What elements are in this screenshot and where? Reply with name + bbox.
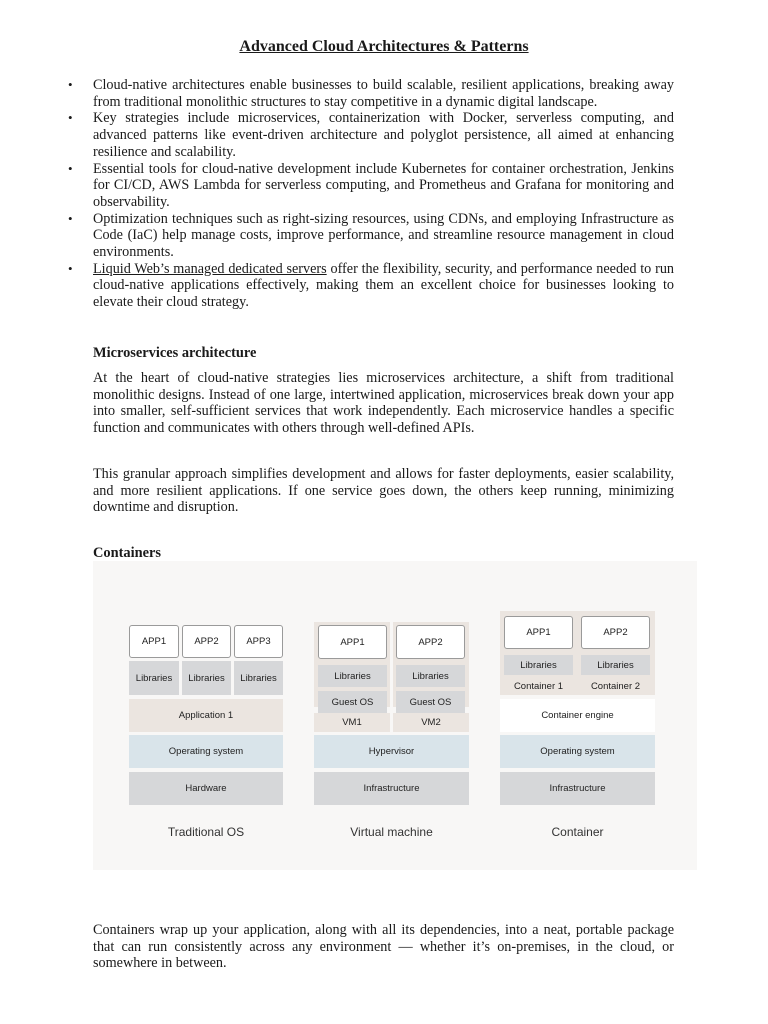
container-caption: Container — [551, 825, 604, 839]
container-infrastructure-box: Infrastructure — [500, 772, 655, 805]
page-title: Advanced Cloud Architectures & Patterns — [239, 38, 529, 55]
guest-os-box: Guest OS — [318, 691, 387, 713]
container-engine-box: Container engine — [500, 699, 655, 732]
container-app2-box: APP2 — [581, 616, 650, 649]
bullet-item: • Key strategies include microservices, containerization with Docker, serverless computing, and advanced patterns like event-driven architecture and polyglot persistence, all aimed at enhancing resilience and scalability. — [93, 110, 674, 160]
hardware-box: Hardware — [129, 772, 283, 805]
container-app1-box: APP1 — [504, 616, 573, 649]
traditional-libraries-box: Libraries — [234, 661, 283, 695]
vm2-label: VM2 — [393, 713, 469, 732]
container-libraries-box: Libraries — [504, 655, 573, 675]
application-layer-box: Application 1 — [129, 699, 283, 732]
traditional-os-box: Operating system — [129, 735, 283, 768]
traditional-app3-box: APP3 — [234, 625, 283, 658]
microservices-paragraph-2: This granular approach simplifies development and allows for faster deployments, easier scalability, and more resilient applications. If one service goes down, the others keep running, minimizing downtime and disruption. — [93, 466, 674, 516]
container2-label: Container 2 — [581, 677, 650, 695]
vm-libraries-box: Libraries — [318, 665, 387, 687]
bullet-item: • Essential tools for cloud-native development include Kubernetes for container orchestration, Jenkins for CI/CD, AWS Lambda for serverless computing, and Prometheus and Grafana for monitoring and observability. — [93, 161, 674, 211]
bullet-item — [93, 261, 674, 311]
container-libraries-box: Libraries — [581, 655, 650, 675]
liquid-web-servers-link[interactable]: Liquid Web’s managed dedicated servers — [93, 260, 327, 277]
traditional-app2-box: APP2 — [182, 625, 231, 658]
microservices-heading: Microservices architecture — [93, 345, 257, 361]
bullet-item: • Optimization techniques such as right-sizing resources, using CDNs, and employing Infrastructure as Code (IaC) help manage costs, improve performance, and streamline resource management in cloud environments. — [93, 211, 674, 261]
vm-infrastructure-box: Infrastructure — [314, 772, 469, 805]
vm1-label: VM1 — [314, 713, 390, 732]
traditional-libraries-box: Libraries — [182, 661, 231, 695]
vm-app1-box: APP1 — [318, 625, 387, 659]
bullet-text: offer the flexibility, security, and performance needed to run cloud-native applications effectively, making them an excellent choice for businesses looking to elevate their cloud strategy. — [93, 260, 675, 311]
virtual-machine-caption: Virtual machine — [350, 825, 433, 839]
hypervisor-box: Hypervisor — [314, 735, 469, 768]
traditional-os-caption: Traditional OS — [167, 825, 245, 839]
bullet-item: • Cloud-native architectures enable businesses to build scalable, resilient applications, breaking away from traditional monolithic structures to stay competitive in a dynamic digital landscape. — [93, 77, 674, 110]
summary-bullet-list — [93, 77, 674, 311]
guest-os-box: Guest OS — [396, 691, 465, 713]
container1-label: Container 1 — [504, 677, 573, 695]
container-os-box: Operating system — [500, 735, 655, 768]
traditional-app1-box: APP1 — [129, 625, 179, 658]
vm-libraries-box: Libraries — [396, 665, 465, 687]
containers-paragraph: Containers wrap up your application, along with all its dependencies, into a neat, portable package that can run consistently across any environment — whether it’s on-premises, in the cloud, or somewhere in between. — [93, 922, 674, 972]
containers-heading: Containers — [93, 545, 161, 561]
vm-app2-box: APP2 — [396, 625, 465, 659]
architecture-comparison-diagram — [93, 561, 697, 870]
microservices-paragraph-1: At the heart of cloud-native strategies lies microservices architecture, a shift from traditional monolithic designs. Instead of one large, intertwined application, microservices break down your app into smaller, self-sufficient services that work independently. Each microservice handles a specific function and communicates with others through well-defined APIs. — [93, 370, 674, 437]
traditional-libraries-box: Libraries — [129, 661, 179, 695]
